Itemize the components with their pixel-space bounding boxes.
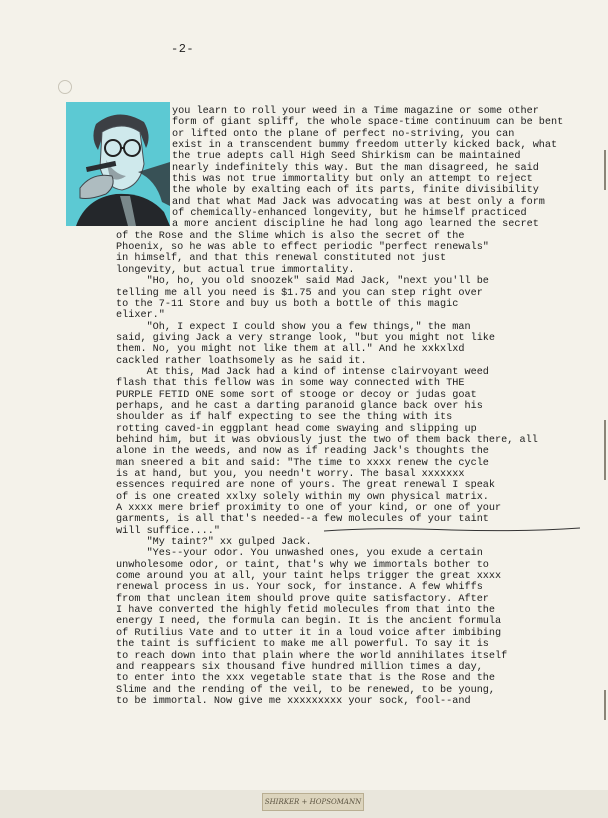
text-line: or lifted onto the plane of perfect no-striving, you can [172, 128, 515, 140]
text-line: said, giving Jack a very strange look, "but you might not like [116, 332, 496, 344]
text-line: Phoenix, so he was able to effect periodic "perfect renewals" [116, 242, 489, 254]
text-line: exist in a transcendent bummy freedom utterly kicked back, what [172, 140, 558, 152]
text-line: of Rutilius Vate and to utter it in a loud voice after imbibing [116, 627, 502, 639]
page-number: -2- [171, 42, 195, 56]
text-line: telling me all you need is $1.75 and you can step right over [116, 287, 483, 299]
text-line: from that unclean item should prove quite satisfactory. After [116, 593, 489, 605]
text-line: to be immortal. Now give me xxxxxxxxx your sock, fool--and [116, 695, 471, 707]
story-text [116, 106, 588, 707]
text-block-beside-photo [116, 106, 588, 231]
text-line: you learn to roll your weed in a Time magazine or some other [172, 106, 539, 117]
text-line: man sneered a bit and said: "The time to xxxx renew the cycle [116, 457, 489, 469]
text-line: a more ancient discipline he had long ago learned the secret [172, 219, 539, 231]
text-line: behind him, but it was obviously just the two of them back there, all [116, 434, 538, 446]
text-line: "Oh, I expect I could show you a few things," the man [116, 321, 471, 333]
text-line: shoulder as if half expecting to see the thing with its [116, 412, 453, 424]
punch-hole-mark [58, 80, 72, 94]
text-line: the true adepts call High Seed Shirkism can be maintained [172, 151, 521, 163]
archive-label: SHIRKER + HOPSOMANN [262, 793, 364, 811]
text-line: essences required are none of yours. The great renewal I speak [116, 480, 496, 492]
text-line: rotting caved-in eggplant head come swaying and slipping up [116, 423, 477, 435]
text-line: unwholesome odor, or taint, that's why we immortals bother to [116, 559, 489, 571]
text-line: the taint is sufficient to make me all powerful. To say it is [116, 639, 489, 651]
text-line: is at hand, but you, you needn't worry. The basal xxxxxxx [116, 469, 465, 480]
text-line: them. No, you might not like them at all." And he xxkxlxd [116, 344, 465, 356]
text-line: flash that this fellow was in some way connected with THE [116, 378, 465, 390]
text-line: "Yes--your odor. You unwashed ones, you exude a certain [116, 548, 483, 560]
page-edge-mark [604, 420, 606, 480]
text-line: and reappears six thousand five hundred million times a day, [116, 661, 483, 673]
text-line: "My taint?" xx gulped Jack. [116, 537, 312, 549]
text-line: this was not true immortality but only an attempt to reject [172, 174, 533, 186]
text-line: will suffice...." [116, 525, 220, 537]
text-block-main [116, 231, 588, 707]
text-line: elixer." [116, 310, 165, 322]
text-line: longevity, but actual true immortality. [116, 264, 355, 276]
text-line: perhaps, and he cast a darting paranoid glance back over his [116, 400, 483, 412]
text-line: energy I need, the formula can begin. It is the ancient formula [116, 616, 502, 628]
text-line: of is one created xxlxy solely within my own physical matrix. [116, 491, 489, 503]
text-line: At this, Mad Jack had a kind of intense clairvoyant weed [116, 366, 489, 378]
text-line: A xxxx mere brief proximity to one of your kind, or one of your [116, 503, 502, 515]
text-line: to enter into the xxx vegetable state that is the Rose and the [116, 673, 496, 685]
text-line: in himself, and that this renewal constituted not just [116, 253, 447, 265]
page-edge-mark [604, 690, 606, 720]
text-line: renewal process in us. Your sock, for instance. A few whiffs [116, 582, 483, 594]
text-line: cackled rather loathsomely as he said it. [116, 355, 367, 367]
text-line: of the Rose and the Slime which is also the secret of the [116, 230, 465, 242]
text-line: of chemically-enhanced longevity, but he himself practiced [172, 208, 527, 220]
text-line: to the 7-11 Store and buy us both a bottle of this magic [116, 298, 459, 310]
text-line: come around you at all, your taint helps trigger the great xxxx [116, 571, 502, 583]
page-edge-mark [604, 150, 606, 190]
text-line: to reach down into that plain where the world annihilates itself [116, 650, 508, 662]
text-line: and that what Mad Jack was advocating was at best only a form [172, 196, 545, 208]
text-line: PURPLE FETID ONE some sort of stooge or decoy or judas goat [116, 389, 477, 401]
text-line: nearly indefinitely this way. But the man disagreed, he said [172, 162, 539, 174]
text-line: "Ho, ho, you old snoozek" said Mad Jack, "next you'll be [116, 276, 489, 288]
text-line: form of giant spliff, the whole space-time continuum can be bent [172, 117, 564, 129]
text-line: alone in the weeds, and now as if reading Jack's thoughts the [116, 446, 489, 458]
text-line: the whole by exalting each of its parts, finite divisibility [172, 185, 539, 197]
text-line: Slime and the rending of the veil, to be renewed, to be young, [116, 684, 496, 696]
text-line: I have converted the highly fetid molecules from that into the [116, 605, 496, 617]
text-line: garments, is all that's needed--a few molecules of your taint [116, 514, 489, 526]
